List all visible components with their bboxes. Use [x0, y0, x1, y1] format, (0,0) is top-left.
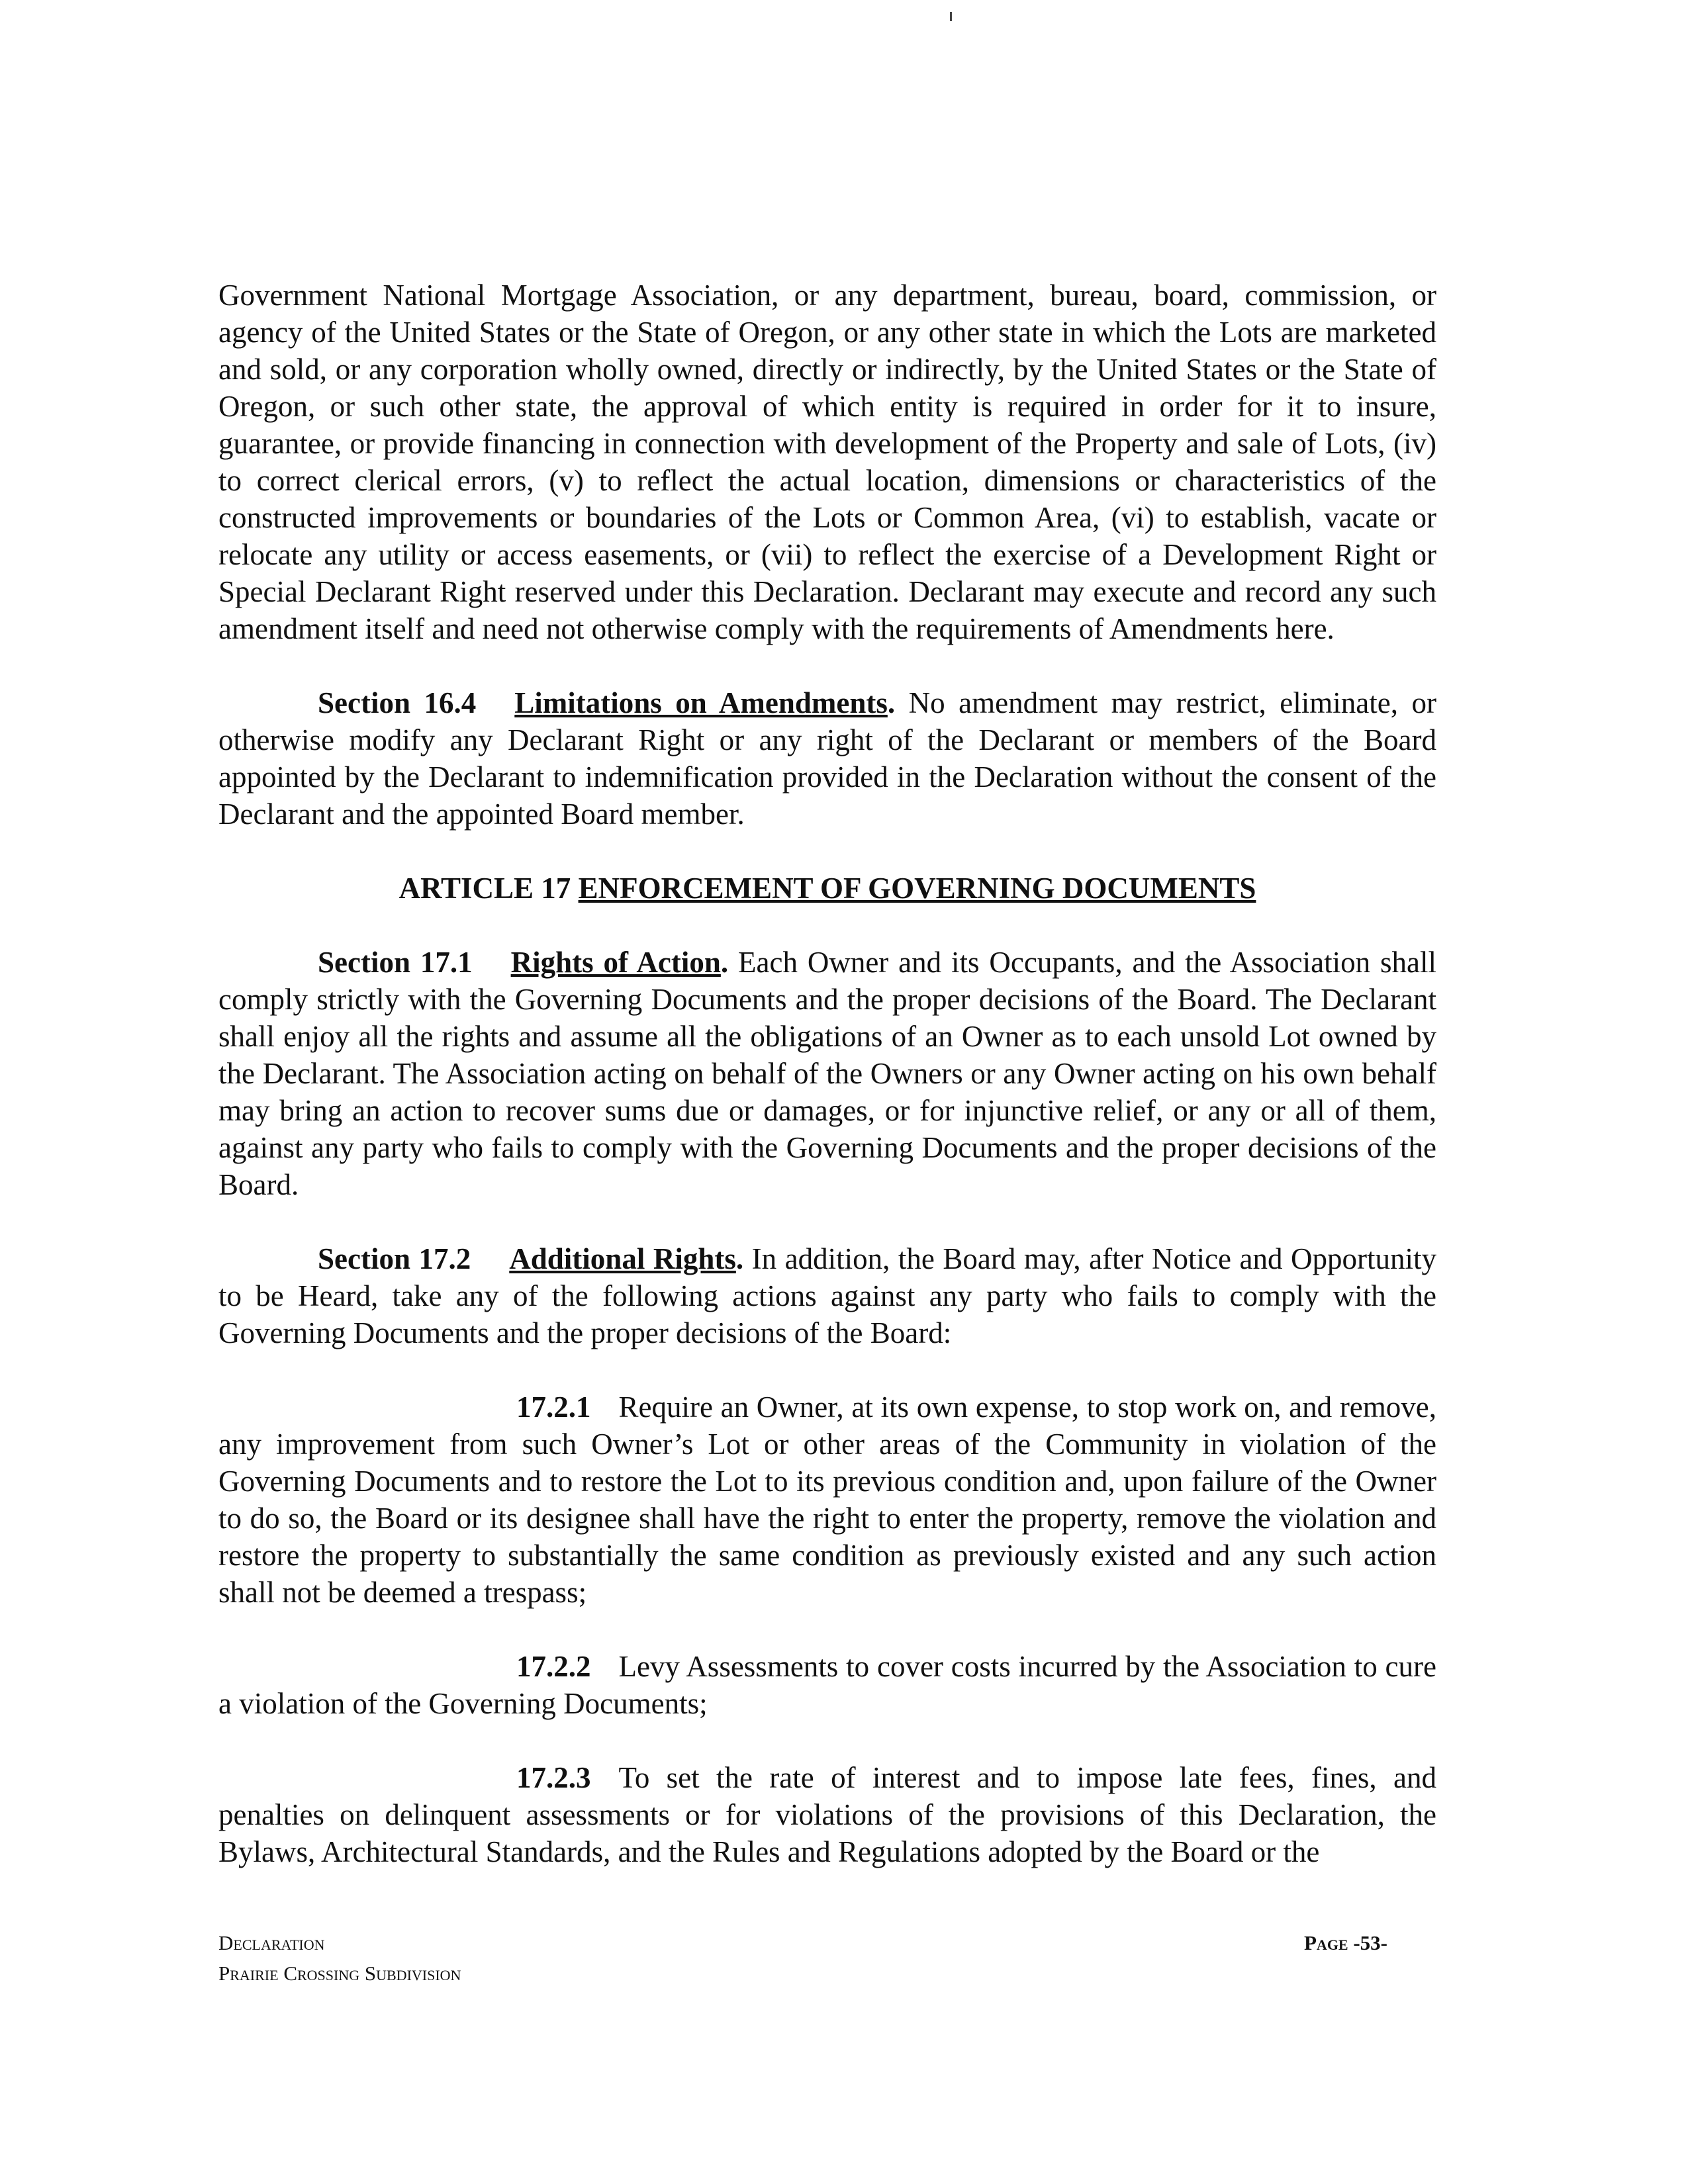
- subsection-number: 17.2.3: [516, 1761, 591, 1794]
- section-text: No amendment may restrict, eliminate, or otherwise modify any Declarant Right or any right of the Declarant or members of the Board appointed by the Declarant to indemnification provided in the Declaration without the consent of the Declarant and the appointed Board member.: [218, 686, 1436, 831]
- footer-line-1: Declaration: [218, 1931, 325, 1954]
- scan-mark: [950, 12, 952, 21]
- page-number: Page -53-: [1304, 1931, 1388, 1954]
- section-17-1: Section 17.1 Rights of Action. Each Owner and its Occupants, and the Association shall comply strictly with the Governing Documents and the proper decisions of the Board. The Declarant shall enjoy all the rights and assume all the obligations of an Owner as to each unsold Lot owned by the Declarant. The Association acting on behalf of the Owners or any Owner acting on his own behalf may bring an action to recover sums due or damages, or for injunctive relief, or any or all of them, against any party who fails to comply with the Governing Documents and the proper decisions of the Board.: [218, 946, 1436, 1201]
- subsection-number: 17.2.1: [516, 1390, 591, 1424]
- subsection-17-2-2: [218, 1648, 1436, 1722]
- subsection-text: Levy Assessments to cover costs incurred by the Association to cure a violation of the Governing Documents;: [218, 1650, 1436, 1720]
- article-title: ENFORCEMENT OF GOVERNING DOCUMENTS: [578, 872, 1256, 905]
- section-17-2: Section 17.2 Additional Rights. In addition, the Board may, after Notice and Opportunity to be Heard, take any of the following actions against any party who fails to comply with the Governing Documents and the proper decisions of the Board:: [218, 1242, 1436, 1349]
- subsection-17-2-3: [218, 1759, 1436, 1870]
- section-title: Limitations on Amendments: [514, 686, 888, 719]
- document-body: [218, 277, 1436, 1870]
- article-heading: [218, 870, 1436, 907]
- section-text: Each Owner and its Occupants, and the Association shall comply strictly with the Governing Documents and the proper decisions of the Board. The Declarant shall enjoy all the rights and assume all the obligations of an Owner as to each unsold Lot owned by the Declarant. The Association acting on behalf of the Owners or any Owner acting on his own behalf may bring an action to recover sums due or damages, or for injunctive relief, or any or all of them, against any party who fails to comply with the Governing Documents and the proper decisions of the Board.: [218, 946, 1436, 1201]
- footer-document-title: [218, 1928, 461, 1989]
- continuation-paragraph: Government National Mortgage Association, or any department, bureau, board, commission, or agency of the United States or the State of Oregon, or any other state in which the Lots are marketed and sold, or any corporation wholly owned, directly or indirectly, by the United States or the State of Oregon, or such other state, the approval of which entity is required in order for it to insure, guarantee, or provide financing in connection with development of the Property and sale of Lots, (iv) to correct clerical errors, (v) to reflect the actual location, dimensions or characteristics of the constructed improvements or boundaries of the Lots or Common Area, (vi) to establish, vacate or relocate any utility or access easements, or (vii) to reflect the exercise of a Development Right or Special Declarant Right reserved under this Declaration. Declarant may execute and record any such amendment itself and need not otherwise comply with the requirements of Amendments here.: [218, 279, 1436, 645]
- subsection-17-2-1: [218, 1388, 1436, 1611]
- section-number: Section 17.1: [318, 946, 473, 979]
- subsection-number: 17.2.2: [516, 1650, 591, 1683]
- article-prefix: ARTICLE 17: [399, 872, 571, 905]
- section-text: In addition, the Board may, after Notice and Opportunity to be Heard, take any of the following actions against any party who fails to comply with the Governing Documents and the proper decisions of the Board:: [218, 1242, 1436, 1349]
- section-title: Rights of Action: [510, 946, 721, 979]
- section-title: Additional Rights: [509, 1242, 736, 1275]
- subsection-text: To set the rate of interest and to impose late fees, fines, and penalties on delinquent assessments or for violations of the provisions of this Declaration, the Bylaws, Architectural Standards, and the Rules and Regulations adopted by the Board or the: [218, 1761, 1436, 1868]
- section-16-4: Section 16.4 Limitations on Amendments. No amendment may restrict, eliminate, or otherwise modify any Declarant Right or any right of the Declarant or members of the Board appointed by the Declarant to indemnification provided in the Declaration without the consent of the Declarant and the appointed Board member.: [218, 686, 1436, 831]
- section-number: Section 17.2: [318, 1242, 471, 1275]
- footer-line-2: Prairie Crossing Subdivision: [218, 1962, 461, 1985]
- subsection-text: Require an Owner, at its own expense, to stop work on, and remove, any improvement from such Owner’s Lot or other areas of the Community in violation of the Governing Documents and to restore the Lot to its previous condition and, upon failure of the Owner to do so, the Board or its designee shall have the right to enter the property, remove the violation and restore the property to substantially the same condition as previously existed and any such action shall not be deemed a trespass;: [218, 1390, 1436, 1609]
- section-number: Section 16.4: [318, 686, 477, 719]
